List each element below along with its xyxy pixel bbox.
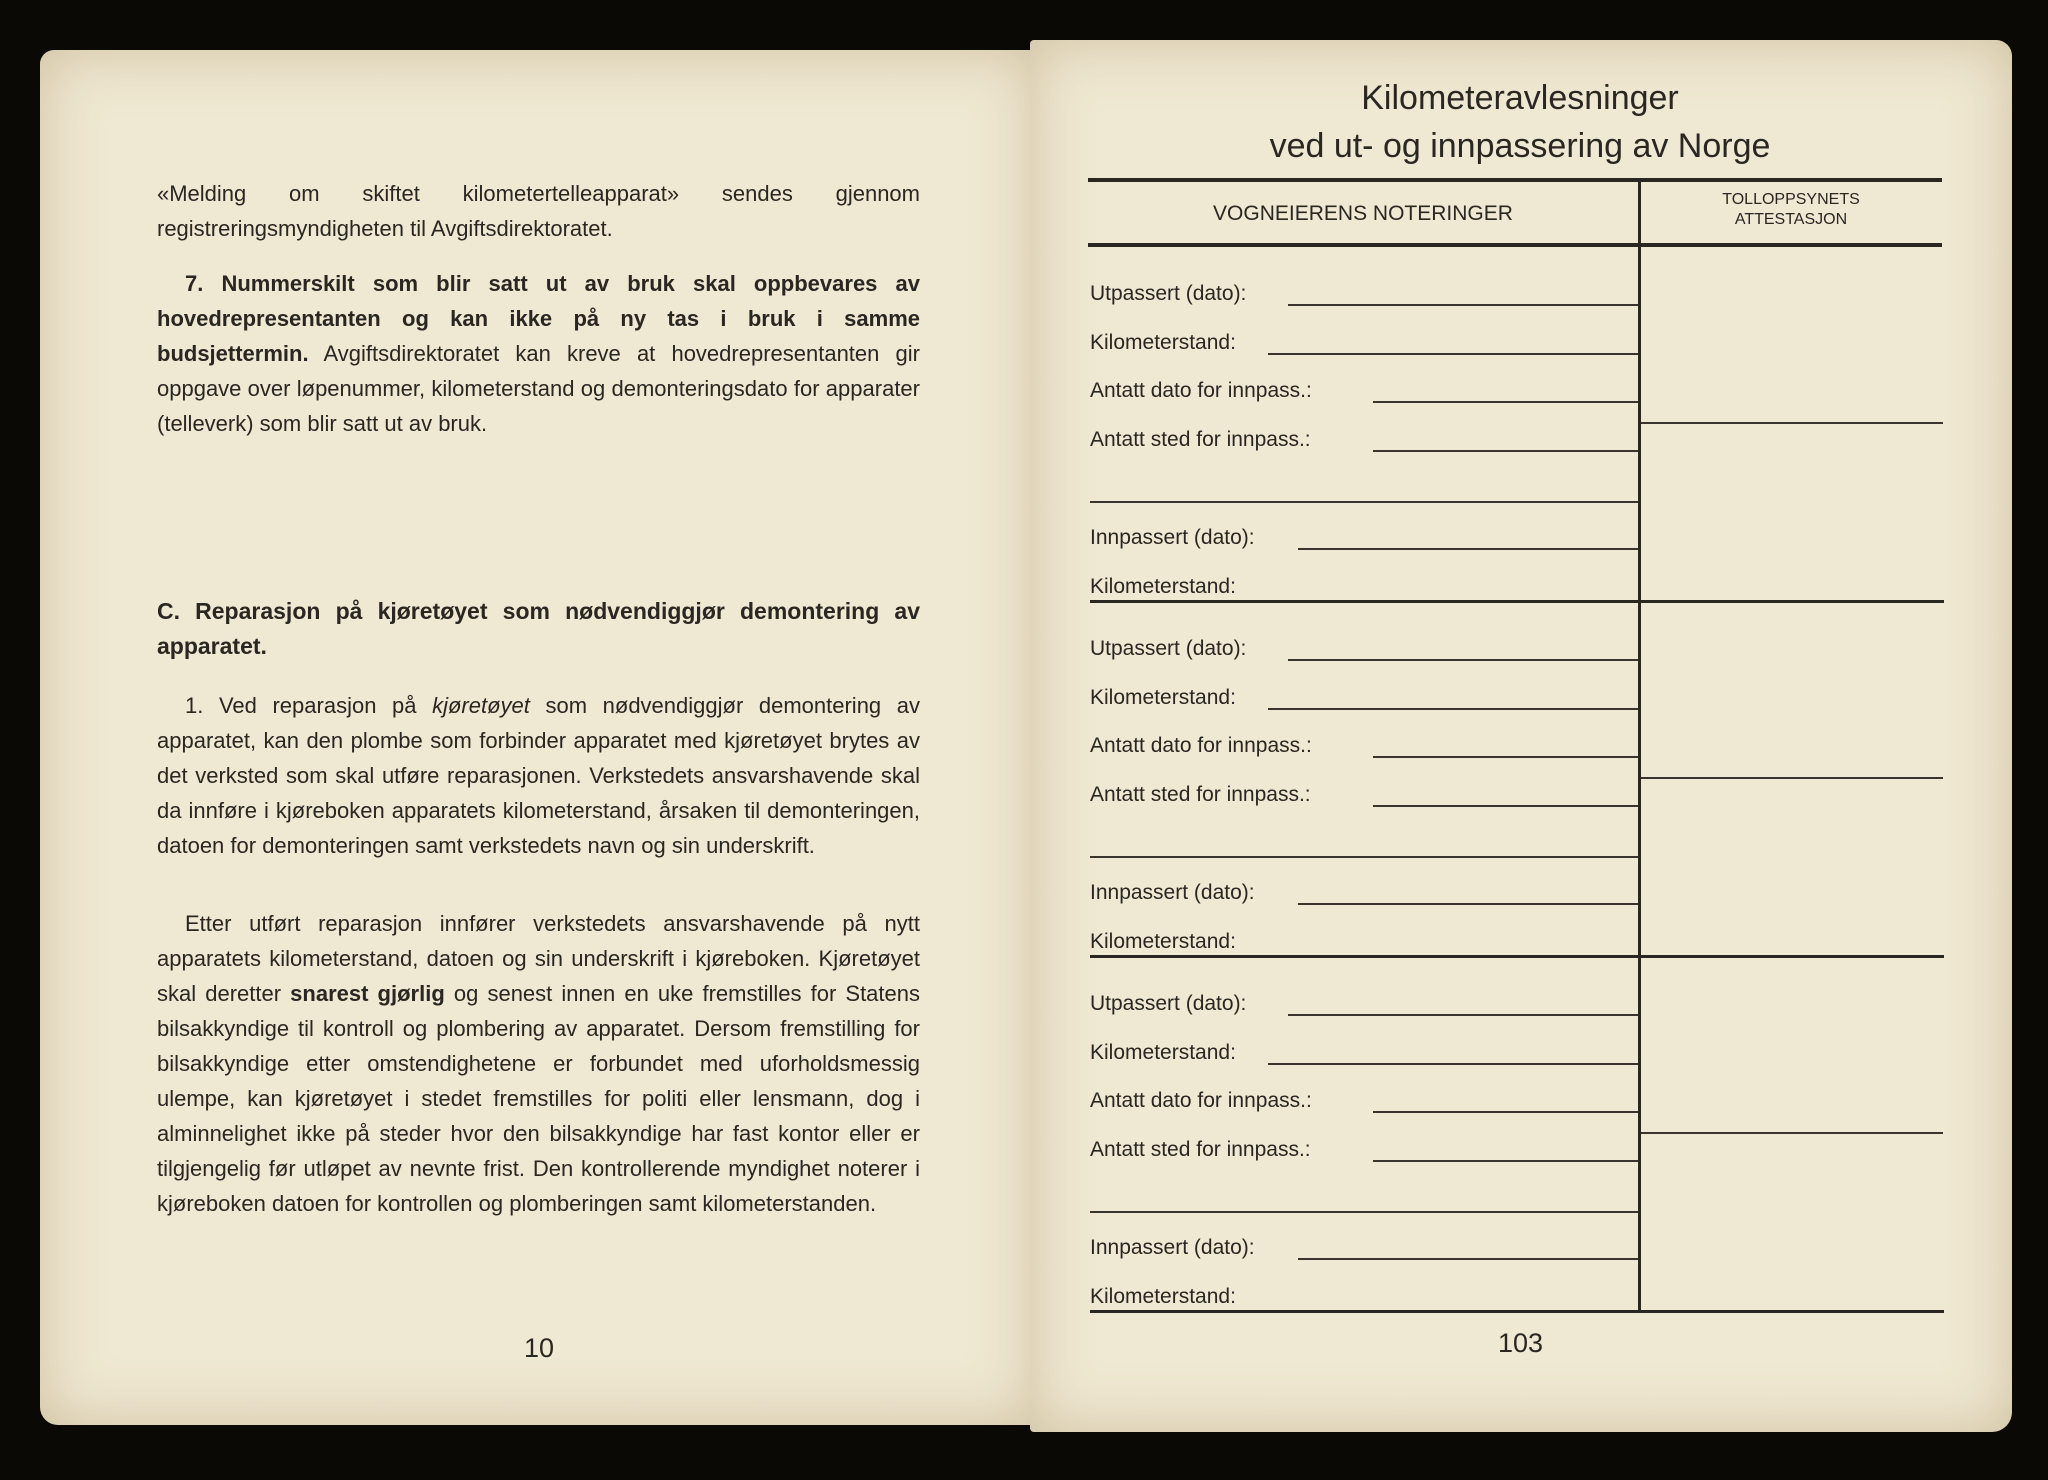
group-bottom-rule xyxy=(1090,1310,1944,1313)
group-bottom-rule xyxy=(1090,600,1944,603)
item-1-text-b: som nødvendiggjør demontering av apparatet, kan den plombe som forbinder apparatet med kjøretøyet brytes av det verksted som skal utføre reparasjonen. Verkstedets ansvarshavende skal da innføre i kjøreboken apparatets kilometerstand, årsaken til demonteringen, datoen for demonteringen samt verkstedets navn og sin underskrift. xyxy=(157,693,920,858)
field-label-antatt_dato: Antatt dato for innpass.: xyxy=(1090,734,1312,757)
field-label-km2: Kilometerstand: xyxy=(1090,930,1236,953)
field-label-km1: Kilometerstand: xyxy=(1090,686,1236,709)
field-label-km2: Kilometerstand: xyxy=(1090,1285,1236,1308)
header-tolloppsynets xyxy=(1641,190,1941,230)
field-line-utpassert[interactable] xyxy=(1288,659,1638,661)
form-title-line2: ved ut- og innpassering av Norge xyxy=(1269,127,1771,165)
paragraph-melding xyxy=(157,176,920,246)
field-label-km1: Kilometerstand: xyxy=(1090,1041,1236,1064)
item-1 xyxy=(157,688,920,863)
para-text-b: og senest innen en uke fremstilles for Statens bilsakkyndige til kontroll og plombering av apparatet. Dersom fremstilling for bilsakkyndige etter omstendighetene er forbundet med uforholdsmessig ulempe, kan kjøretøyet i stedet fremstilles for politi eller lensmann, dog i alminnelighet ikke på steder hvor den bilsakkyndige har fast kontor eller er tilgjengelig før utløpet av nevnte frist. Den kontrollerende myndighet noterer i kjøreboken datoen for kontrollen og plomberingen samt kilometerstanden. xyxy=(157,981,921,1216)
field-line-antatt_dato[interactable] xyxy=(1373,1111,1638,1113)
field-line-km1[interactable] xyxy=(1268,1063,1638,1065)
page-number-right: 103 xyxy=(1498,1328,1544,1358)
field-label-km1: Kilometerstand: xyxy=(1090,331,1236,354)
group-bottom-rule xyxy=(1090,955,1944,958)
field-label-antatt_sted: Antatt sted for innpass.: xyxy=(1090,1138,1311,1161)
item-1-italic: kjøretøyet xyxy=(432,693,530,718)
field-label-innpassert: Innpassert (dato): xyxy=(1090,881,1255,904)
field-line-antatt_sted[interactable] xyxy=(1373,805,1638,807)
field-line-antatt_dato[interactable] xyxy=(1373,401,1638,403)
field-line-blank[interactable] xyxy=(1090,1211,1638,1213)
field-line-innpassert[interactable] xyxy=(1298,903,1638,905)
field-label-utpassert: Utpassert (dato): xyxy=(1090,282,1247,305)
item-1-text-a: 1. Ved reparasjon på xyxy=(185,693,433,718)
field-line-innpassert[interactable] xyxy=(1298,548,1638,550)
paragraph-text: «Melding om skiftet kilometertelleapparat» sendes gjennom registreringsmyndigheten til Avgiftsdirektoratet. xyxy=(157,181,920,241)
field-line-antatt_sted[interactable] xyxy=(1373,450,1638,452)
field-line-blank[interactable] xyxy=(1090,501,1638,503)
para-bold: snarest gjørlig xyxy=(290,981,445,1006)
section-heading-text: C. Reparasjon på kjøretøyet som nødvendiggjør demontering av apparatet. xyxy=(157,598,920,659)
field-line-antatt_dato[interactable] xyxy=(1373,756,1638,758)
field-line-innpassert[interactable] xyxy=(1298,1258,1638,1260)
section-c-heading xyxy=(157,594,920,664)
field-label-km2: Kilometerstand: xyxy=(1090,575,1236,598)
field-line-antatt_sted[interactable] xyxy=(1373,1160,1638,1162)
field-line-blank[interactable] xyxy=(1090,856,1638,858)
field-line-km1[interactable] xyxy=(1268,708,1638,710)
field-label-antatt_sted: Antatt sted for innpass.: xyxy=(1090,783,1311,806)
page-number-left: 10 xyxy=(524,1333,555,1363)
field-label-antatt_dato: Antatt dato for innpass.: xyxy=(1090,1089,1312,1112)
field-label-utpassert: Utpassert (dato): xyxy=(1090,992,1247,1015)
field-label-innpassert: Innpassert (dato): xyxy=(1090,1236,1255,1259)
paragraph-after-repair xyxy=(157,906,920,1221)
field-line-utpassert[interactable] xyxy=(1288,304,1638,306)
attestation-divider xyxy=(1641,422,1943,424)
item-7-bold: 7. Nummerskilt som blir satt ut av bruk skal oppbevares av hovedrepresentanten og kan ikke på ny tas i bruk i samme budsjettermin. xyxy=(157,271,920,366)
field-label-innpassert: Innpassert (dato): xyxy=(1090,526,1255,549)
para-text-a: Etter utført reparasjon innfører verkstedets ansvarshavende på nytt apparatets kilometerstand, datoen og sin underskrift i kjøreboken. Kjøretøyet skal deretter xyxy=(157,911,920,1006)
attestation-divider xyxy=(1641,777,1943,779)
table-top-rule xyxy=(1088,178,1942,182)
field-line-utpassert[interactable] xyxy=(1288,1014,1638,1016)
table-header-rule xyxy=(1088,243,1942,247)
item-7 xyxy=(157,266,920,441)
item-7-text: Avgiftsdirektoratet kan kreve at hovedrepresentanten gir oppgave over løpenummer, kilometerstand og demonteringsdato for apparater (telleverk) som blir satt ut av bruk. xyxy=(157,341,920,436)
header-line1: TOLLOPPSYNETS xyxy=(1722,191,1860,208)
column-divider xyxy=(1638,182,1641,1310)
attestation-divider xyxy=(1641,1132,1943,1134)
field-label-utpassert: Utpassert (dato): xyxy=(1090,637,1247,660)
field-line-km1[interactable] xyxy=(1268,353,1638,355)
field-label-antatt_sted: Antatt sted for innpass.: xyxy=(1090,428,1311,451)
form-title-line1: Kilometeravlesninger xyxy=(1361,79,1679,117)
header-line2: ATTESTASJON xyxy=(1734,211,1848,228)
header-vogneierens: VOGNEIERENS NOTERINGER xyxy=(1213,202,1513,225)
field-label-antatt_dato: Antatt dato for innpass.: xyxy=(1090,379,1312,402)
